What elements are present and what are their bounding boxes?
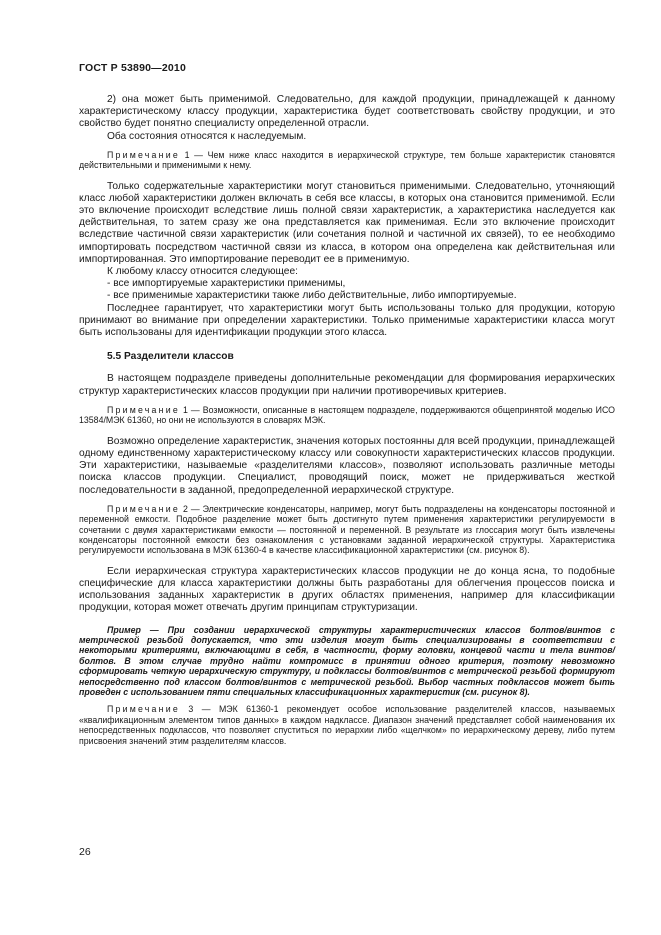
note: [79, 405, 615, 426]
note: [79, 504, 615, 556]
paragraph: Последнее гарантирует, что характеристики могут быть использованы только для продукции, которую принимают во внимание при определении характеристики. Только применимые характеристики класса могут быть использованы для идентификации продукции этого класса.: [79, 302, 615, 339]
note-text: 2 — Электрические конденсаторы, например, могут быть подразделены на конденсаторы постоянной и переменной емкости. Подобное разделение может быть достигнуто путем применения характеристики регулируемости в сочетании с двумя характеристиками емкости — постоянной и переменной. В результате из глоссария могут быть извлечены конденсаторы постоянной емкости без ознакомления с установками заданной иерархической структуры. Характеристика регулируемости использована в МЭК 61360-4 в качестве классификационной характеристики (см. рисунок 8).: [79, 503, 615, 556]
note-text: 3 — МЭК 61360-1 рекомендует особое использование разделителей классов, называемых «квалификационным элементом типов данных» в каждом надклассе. Диапазон значений представляет собой наименования их непосредственных подклассов, что позволяет спуститься по иерархии либо «щелчком» по иерархическому дереву, либо путем присвоения значений этим разделителям классов.: [79, 704, 615, 746]
note-text: 1 — Чем ниже класс находится в иерархической структуре, тем больше характеристик становятся действительными и применимыми к нему.: [79, 149, 615, 171]
note: [79, 704, 615, 746]
note: [79, 150, 615, 171]
list-item: - все импортируемые характеристики применимы,: [107, 278, 346, 290]
list-item: - все применимые характеристики также либо действительные, либо импортируемые.: [107, 290, 517, 302]
note-text: 1 — Возможности, описанные в настоящем подразделе, поддерживаются общепринятой моделью ИСО 13584/МЭК 61360, но они не используются в словарях МЭК.: [79, 404, 615, 426]
note-label: Примечание: [107, 704, 180, 715]
paragraph: Если иерархическая структура характеристических классов продукции не до конца ясна, то подобные специфические для класса характеристики должны быть разработаны для облегчения процессов поиска и использования заданных характеристик в других областях применения, например для классификации продукции, которая может отвечать другим принципам структуризации.: [79, 565, 615, 614]
note-label: Примечание: [107, 149, 180, 160]
example-block: Пример — При создании иерархической структуры характеристических классов болтов/винтов с метрической резьбой допускается, что эти изделия могут быть специализированы в соответствии с некоторыми критериями, включающими в себя, в частности, форму головки, концевой части и тела винтов/болтов. В этом случае трудно найти компромисс в принятии одного критерия, поэтому невозможно сформировать четкую иерархическую структуру, и подклассы болтов/винтов с метрической резьбой формируют непосредственно под классом болтов/винтов с метрической резьбой. Выбор частных подклассов может быть проведен с использованием пяти специальных классификационных характеристик (см. рисунок 8).: [79, 624, 615, 697]
note-label: Примечание: [107, 404, 180, 415]
paragraph: 2) она может быть применимой. Следовательно, для каждой продукции, принадлежащей к данному характеристическому классу продукции, характеристика будет соответствовать свойству продукции, и это свойство будет понятно специалисту определенной отрасли.: [79, 94, 615, 130]
paragraph: К любому классу относится следующее:: [107, 266, 298, 278]
document-header: ГОСТ Р 53890—2010: [79, 62, 187, 74]
page-body: [79, 94, 615, 746]
paragraph: Возможно определение характеристик, значения которых постоянны для всей продукции, принадлежащей одному единственному характеристическому классу или совокупности характеристических классов продукции. Эти характеристики, называемые «разделителями классов», позволяют использовать различные методы поиска классов продукции. Специалист, проводящий поиск, может не придерживаться жесткой последовательности в заданной, предопределенной иерархической структуре.: [79, 435, 615, 496]
paragraph: Только содержательные характеристики могут становиться применимыми. Следовательно, уточняющий класс любой характеристики должен включать в себя все классы, в которых она становится применимой. Если это включение происходит вследствие лишь полной связи характеристик, а характеристика наследуется как действительная, то затем сразу же она представляется как применимая. Если это включение происходит вследствие частичной связи характеристик (или сочетания полной и частичной их связей), то ее необходимо импортировать посредством частичной связи из класса, в котором она определена как действительная или импортированная. Это импортирование переводит ее в применимую.: [79, 180, 615, 265]
paragraph: Оба состояния относятся к наследуемым.: [107, 130, 307, 142]
note-label: Примечание: [107, 503, 180, 514]
page-number: 26: [79, 846, 91, 858]
paragraph: В настоящем подразделе приведены дополнительные рекомендации для формирования иерархических структур характеристических классов продукции при наличии противоречивых критериев.: [79, 373, 615, 397]
section-title: 5.5 Разделители классов: [107, 351, 234, 363]
